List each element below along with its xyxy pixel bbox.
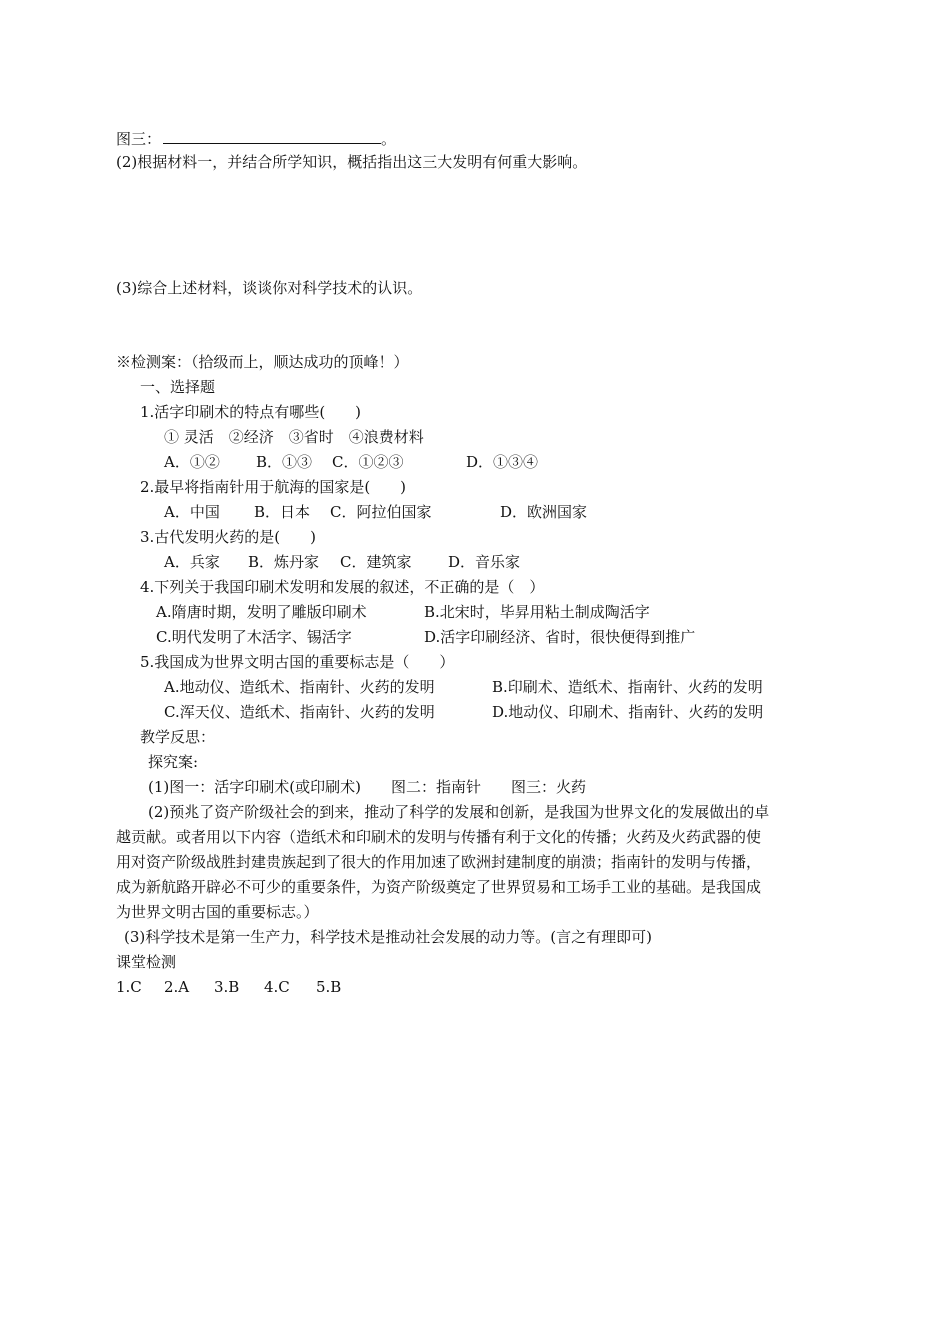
q2-option-b[interactable]: B．日本: [254, 503, 311, 521]
answer-2-line-1: (2)预兆了资产阶级社会的到来，推动了科学的发展和创新，是我国为世界文化的发展做出的卓: [148, 803, 770, 821]
q3-option-d[interactable]: D．音乐家: [448, 553, 521, 571]
class-test-answer-1: 1.C: [116, 978, 142, 996]
q5-options-row1: [164, 677, 763, 697]
q3-stem: 3.古代发明火药的是( ): [140, 528, 317, 546]
question-3: (3)综合上述材料，谈谈你对科学技术的认识。: [116, 279, 423, 297]
class-test-answer-3: 3.B: [214, 978, 240, 996]
q1-option-b[interactable]: B．①③: [256, 453, 313, 471]
fig3-line: [116, 129, 396, 149]
answer-2-line-2: 越贡献。或者用以下内容（造纸术和印刷术的发明与传播有利于文化的传播；火药及火药武器的使: [116, 828, 762, 846]
q1-items: ① 灵活 ②经济 ③省时 ④浪费材料: [164, 428, 424, 446]
class-test-answer-4: 4.C: [264, 978, 290, 996]
q4-stem: 4.下列关于我国印刷术发明和发展的叙述，不正确的是（ ）: [140, 578, 545, 596]
q1-stem: 1.活字印刷术的特点有哪些( ): [140, 403, 362, 421]
q1-option-d[interactable]: D．①③④: [466, 453, 539, 471]
test-heading: ※检测案：（拾级而上，顺达成功的顶峰！）: [116, 353, 409, 371]
class-test-answer-5: 5.B: [316, 978, 342, 996]
q5-option-d[interactable]: D.地动仪、印刷术、指南针、火药的发明: [492, 703, 764, 721]
q5-options-row2: [164, 702, 763, 722]
teaching-reflection: 教学反思：: [140, 728, 216, 746]
answer-1: (1)图一：活字印刷术(或印刷术) 图二：指南针 图三：火药: [148, 778, 586, 796]
class-test-answer-2: 2.A: [164, 978, 190, 996]
q2-option-d[interactable]: D．欧洲国家: [500, 503, 588, 521]
explore-title: 探究案:: [148, 753, 199, 771]
q2-option-a[interactable]: A．中国: [164, 503, 220, 521]
q5-option-c[interactable]: C.浑天仪、造纸术、指南针、火药的发明: [164, 703, 435, 721]
q4-option-c[interactable]: C.明代发明了木活字、锡活字: [156, 628, 352, 646]
q5-option-b[interactable]: B.印刷术、造纸术、指南针、火药的发明: [492, 678, 763, 696]
q3-option-c[interactable]: C．建筑家: [340, 553, 412, 571]
q4-option-d[interactable]: D.活字印刷经济、省时，很快便得到推广: [424, 628, 696, 646]
q5-option-a[interactable]: A.地动仪、造纸术、指南针、火药的发明: [164, 678, 435, 696]
fig3-answer-blank[interactable]: [163, 129, 381, 144]
q1-options: [164, 452, 538, 472]
fig3-label: 图三：: [116, 130, 162, 148]
q3-option-b[interactable]: B．炼丹家: [248, 553, 320, 571]
class-test-title: 课堂检测: [116, 953, 177, 971]
answer-2-line-5: 为世界文明古国的重要标志。）: [116, 903, 319, 921]
q4-option-b[interactable]: B.北宋时，毕昇用粘土制成陶活字: [424, 603, 650, 621]
answer-3: (3)科学技术是第一生产力，科学技术是推动社会发展的动力等。(言之有理即可): [124, 928, 652, 946]
q3-options: [164, 552, 520, 572]
fig3-tail: 。: [381, 130, 397, 148]
q2-options: [164, 502, 587, 522]
q4-options-row1: [156, 602, 650, 622]
q2-option-c[interactable]: C．阿拉伯国家: [330, 503, 432, 521]
class-test-answers: [116, 977, 341, 997]
q5-stem: 5.我国成为世界文明古国的重要标志是（ ）: [140, 653, 455, 671]
section-title-choice: 一、选择题: [140, 378, 216, 396]
answer-2-line-3: 用对资产阶级战胜封建贵族起到了很大的作用加速了欧洲封建制度的崩溃；指南针的发明与传播，: [116, 853, 762, 871]
q4-option-a[interactable]: A.隋唐时期，发明了雕版印刷术: [156, 603, 367, 621]
q4-options-row2: [156, 627, 695, 647]
answer-2-line-4: 成为新航路开辟必不可少的重要条件，为资产阶级奠定了世界贸易和工场手工业的基础。是我国成: [116, 878, 762, 896]
q3-option-a[interactable]: A．兵家: [164, 553, 220, 571]
q1-option-a[interactable]: A．①②: [164, 453, 220, 471]
question-2: (2)根据材料一，并结合所学知识，概括指出这三大发明有何重大影响。: [116, 153, 588, 171]
q1-option-c[interactable]: C．①②③: [332, 453, 404, 471]
q2-stem: 2.最早将指南针用于航海的国家是( ): [140, 478, 407, 496]
